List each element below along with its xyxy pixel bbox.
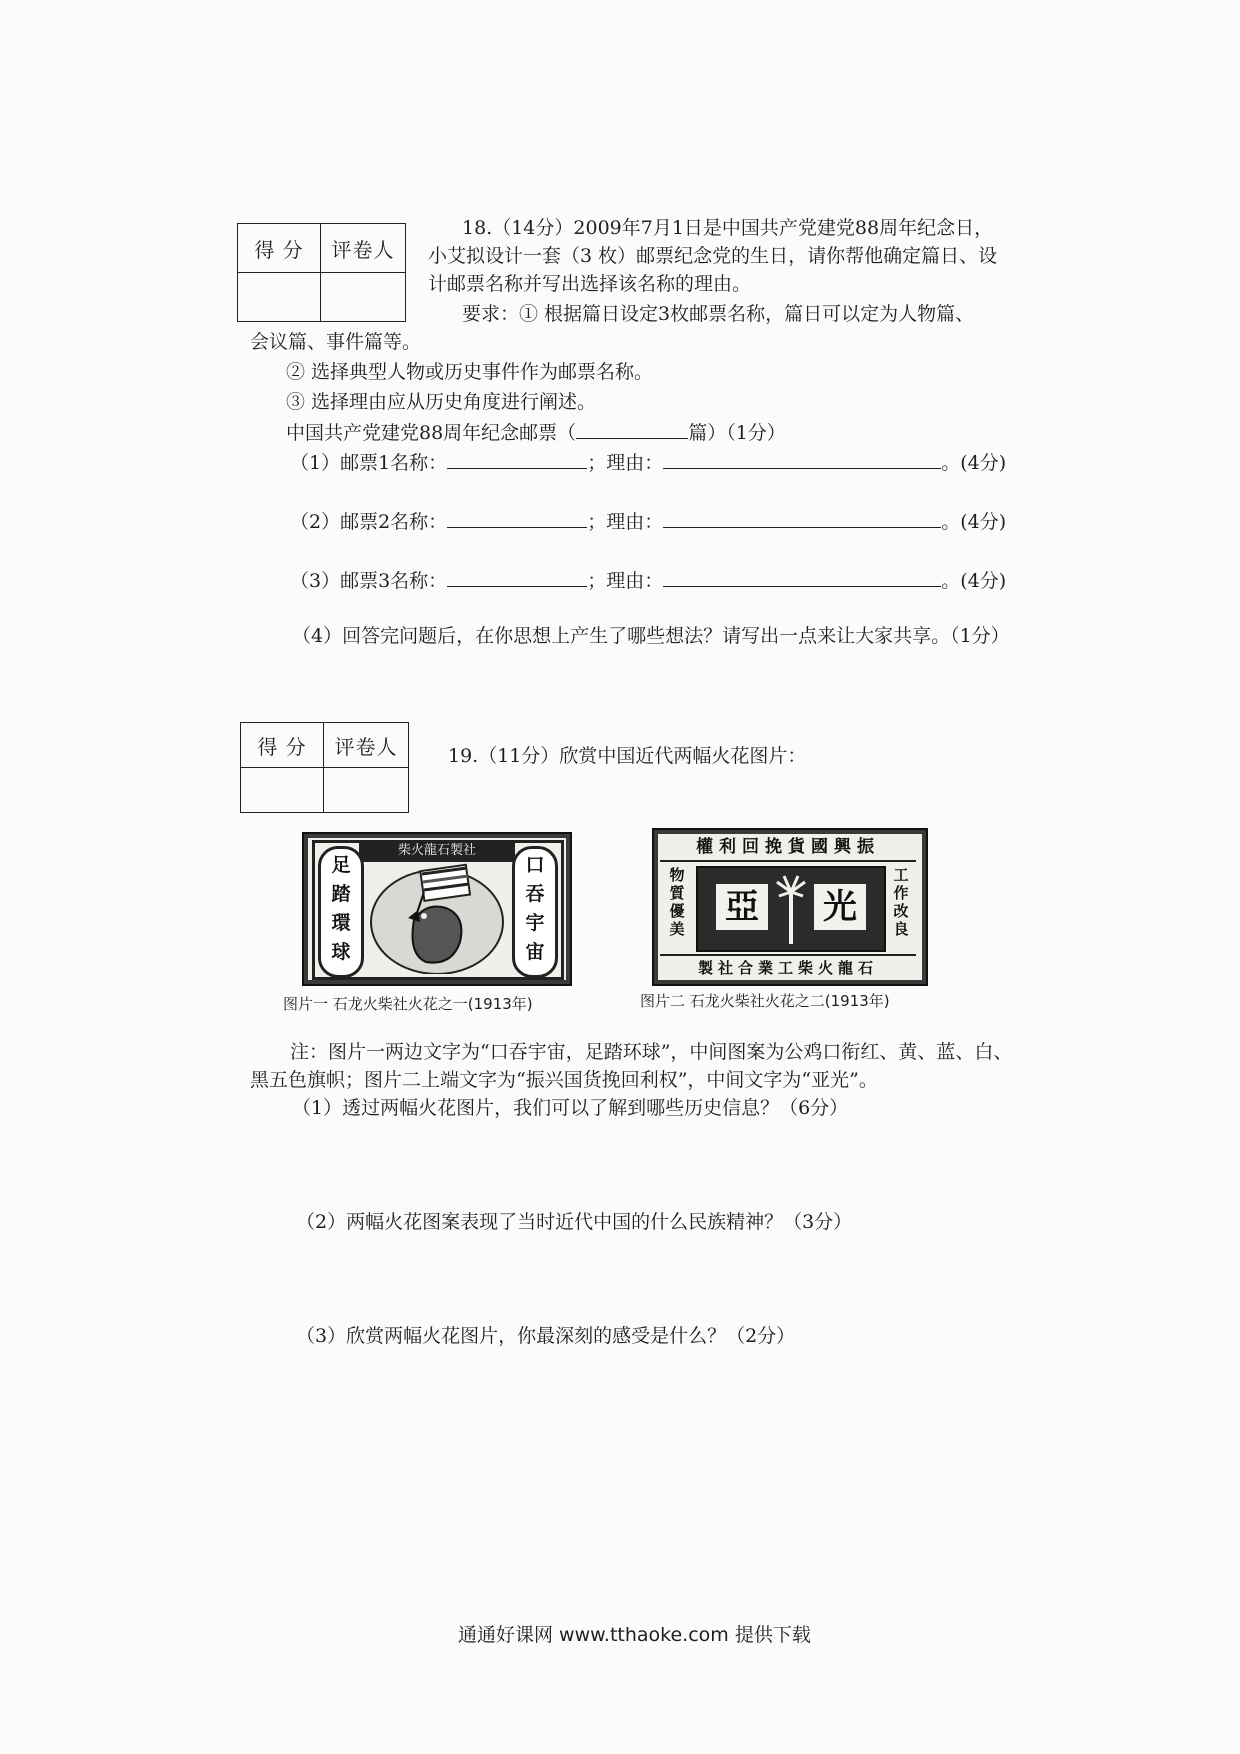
q18-stamp-row <box>290 446 1006 479</box>
label1-top-text: 柴火龍石製社 <box>359 840 515 862</box>
label2-center-right-char: 光 <box>814 884 866 930</box>
stamp-points: 。(4分) <box>941 452 1007 474</box>
palm-tree-icon <box>774 872 808 946</box>
image2-caption: 图片二 石龙火柴社火花之二(1913年) <box>640 992 890 1010</box>
q18-stamp-row <box>290 564 1006 597</box>
stamp-reason-blank[interactable] <box>663 564 941 587</box>
stamp-reason-blank[interactable] <box>663 446 941 469</box>
q19-subquestion-1: （1）透过两幅火花图片，我们可以了解到哪些历史信息？（6分） <box>292 1097 849 1119</box>
stamp-label: （1）邮票1名称： <box>290 452 448 474</box>
q18-intro-line2: 小艾拟设计一套（3 枚）邮票纪念党的生日，请你帮他确定篇日、设 <box>428 245 998 267</box>
stamp-reason-blank[interactable] <box>663 505 941 528</box>
page-footer: 通通好课网 www.tthaoke.com 提供下载 <box>458 1624 811 1646</box>
q19-subquestion-3: （3）欣赏两幅火花图片，你最深刻的感受是什么？（2分） <box>296 1325 796 1347</box>
label2-center-left-char: 亞 <box>716 884 768 930</box>
q18-requirement-1-cont: 会议篇、事件篇等。 <box>250 331 422 353</box>
stamp-label: （3）邮票3名称： <box>290 570 448 592</box>
stamp-name-blank[interactable] <box>447 505 587 528</box>
label2-top-text: 權利回挽貨國興振 <box>660 834 916 862</box>
score-cell[interactable] <box>238 273 321 322</box>
q19-note-line1: 注：图片一两边文字为“口吞宇宙，足踏环球”，中间图案为公鸡口衔红、黄、蓝、白、 <box>290 1041 1013 1063</box>
stamp-label: （2）邮票2名称： <box>290 511 448 533</box>
label2-center-panel <box>696 866 886 952</box>
stamp-points: 。(4分) <box>941 570 1007 592</box>
grader-header: 评卷人 <box>324 723 409 768</box>
q19-note-line2: 黑五色旗帜；图片二上端文字为“振兴国货挽回利权”，中间文字为“亚光”。 <box>250 1069 878 1091</box>
label2-left-column: 物 質 優 美 <box>669 866 685 938</box>
score-header: 得 分 <box>238 224 321 273</box>
stamp-reason-label: ；理由： <box>587 570 664 592</box>
q19-subquestion-2: （2）两幅火花图案表现了当时近代中国的什么民族精神？（3分） <box>296 1211 853 1233</box>
grader-cell[interactable] <box>324 768 409 813</box>
q18-theme-line <box>286 416 786 449</box>
label1-right-column: 口 吞 宇 宙 <box>512 846 558 978</box>
stamp-reason-label: ；理由： <box>587 452 664 474</box>
stamp-name-blank[interactable] <box>447 564 587 587</box>
label2-right-column: 工 作 改 良 <box>893 866 909 938</box>
q18-intro-line3: 计邮票名称并写出选择该名称的理由。 <box>428 273 752 295</box>
label2-bottom-text: 製社合業工柴火龍石 <box>660 954 916 980</box>
q18-requirement-3: ③ 选择理由应从历史角度进行阐述。 <box>286 391 597 413</box>
q19-title: 19.（11分）欣赏中国近代两幅火花图片： <box>448 745 807 767</box>
theme-prefix: 中国共产党建党88周年纪念邮票（ <box>286 422 577 444</box>
q19-score-table <box>240 722 409 813</box>
theme-suffix: 篇）（1分） <box>688 422 786 444</box>
stamp-name-blank[interactable] <box>447 446 587 469</box>
stamp-reason-label: ；理由： <box>587 511 664 533</box>
rooster-flag-illustration <box>364 862 510 974</box>
q18-intro-line1: 18.（14分）2009年7月1日是中国共产党建党88周年纪念日， <box>462 217 994 239</box>
matchbox-label-rooster <box>302 832 572 986</box>
score-header: 得 分 <box>241 723 324 768</box>
q18-question-4: （4）回答完问题后，在你思想上产生了哪些想法？请写出一点来让大家共享。（1分） <box>292 625 1010 647</box>
q18-stamp-row <box>290 505 1006 538</box>
score-cell[interactable] <box>241 768 324 813</box>
theme-blank[interactable] <box>576 416 688 439</box>
grader-header: 评卷人 <box>321 224 406 273</box>
stamp-points: 。(4分) <box>941 511 1007 533</box>
grader-cell[interactable] <box>321 273 406 322</box>
q18-requirement-2: ② 选择典型人物或历史事件作为邮票名称。 <box>286 361 654 383</box>
image1-caption: 图片一 石龙火柴社火花之一(1913年) <box>283 995 533 1013</box>
matchbox-label-yaguang <box>652 828 928 986</box>
label1-left-column: 足 踏 環 球 <box>318 846 364 978</box>
q18-requirement-1: 要求：① 根据篇日设定3枚邮票名称，篇日可以定为人物篇、 <box>462 303 975 325</box>
q18-score-table <box>237 223 406 322</box>
